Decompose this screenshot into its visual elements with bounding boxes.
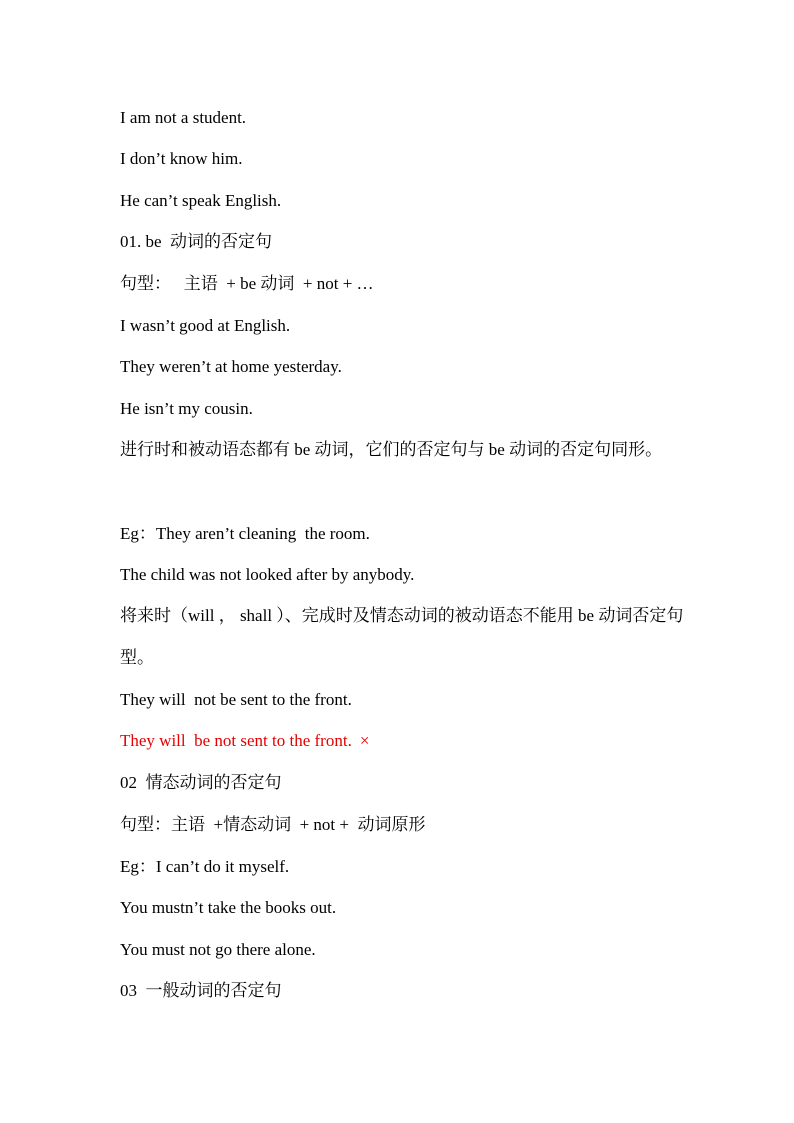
pattern-be-verb: 句型： 主语 + be 动词 + not + … <box>120 274 374 293</box>
example-sentence-8: The child was not looked after by anybody. <box>120 565 415 584</box>
section-heading-be-verb: 01. be 动词的否定句 <box>120 232 273 251</box>
example-sentence-2: I don’t know him. <box>120 149 243 168</box>
example-sentence-1: I am not a student. <box>120 108 247 127</box>
example-sentence-7: Eg：They aren’t cleaning the room. <box>120 524 370 543</box>
example-sentence-9: Eg：I can’t do it myself. <box>120 857 290 876</box>
example-sentence-6: He isn’t my cousin. <box>120 399 253 418</box>
example-sentence-10: You mustn’t take the books out. <box>120 898 337 917</box>
note-future-perfect-modal: 将来时（will ， shall ）、完成时及情态动词的被动语态不能用 be 动词否定句型。 <box>120 606 684 667</box>
section-heading-modal-verb: 02 情态动词的否定句 <box>120 773 282 792</box>
note-progressive-passive: 进行时和被动语态都有 be 动词，它们的否定句与 be 动词的否定句同形。 <box>120 440 663 459</box>
example-sentence-3: He can’t speak English. <box>120 191 282 210</box>
pattern-modal-verb: 句型：主语 +情态动词 + not + 动词原形 <box>120 815 426 834</box>
section-heading-general-verb: 03 一般动词的否定句 <box>120 981 282 1000</box>
correct-example-sentence: They will not be sent to the front. <box>120 690 352 709</box>
example-sentence-5: They weren’t at home yesterday. <box>120 357 342 376</box>
incorrect-example-sentence: They will be not sent to the front. <box>120 731 352 750</box>
example-sentence-4: I wasn’t good at English. <box>120 316 291 335</box>
example-sentence-11: You must not go there alone. <box>120 940 316 959</box>
wrong-mark-icon: × <box>359 731 370 750</box>
incorrect-example-line <box>120 730 369 752</box>
